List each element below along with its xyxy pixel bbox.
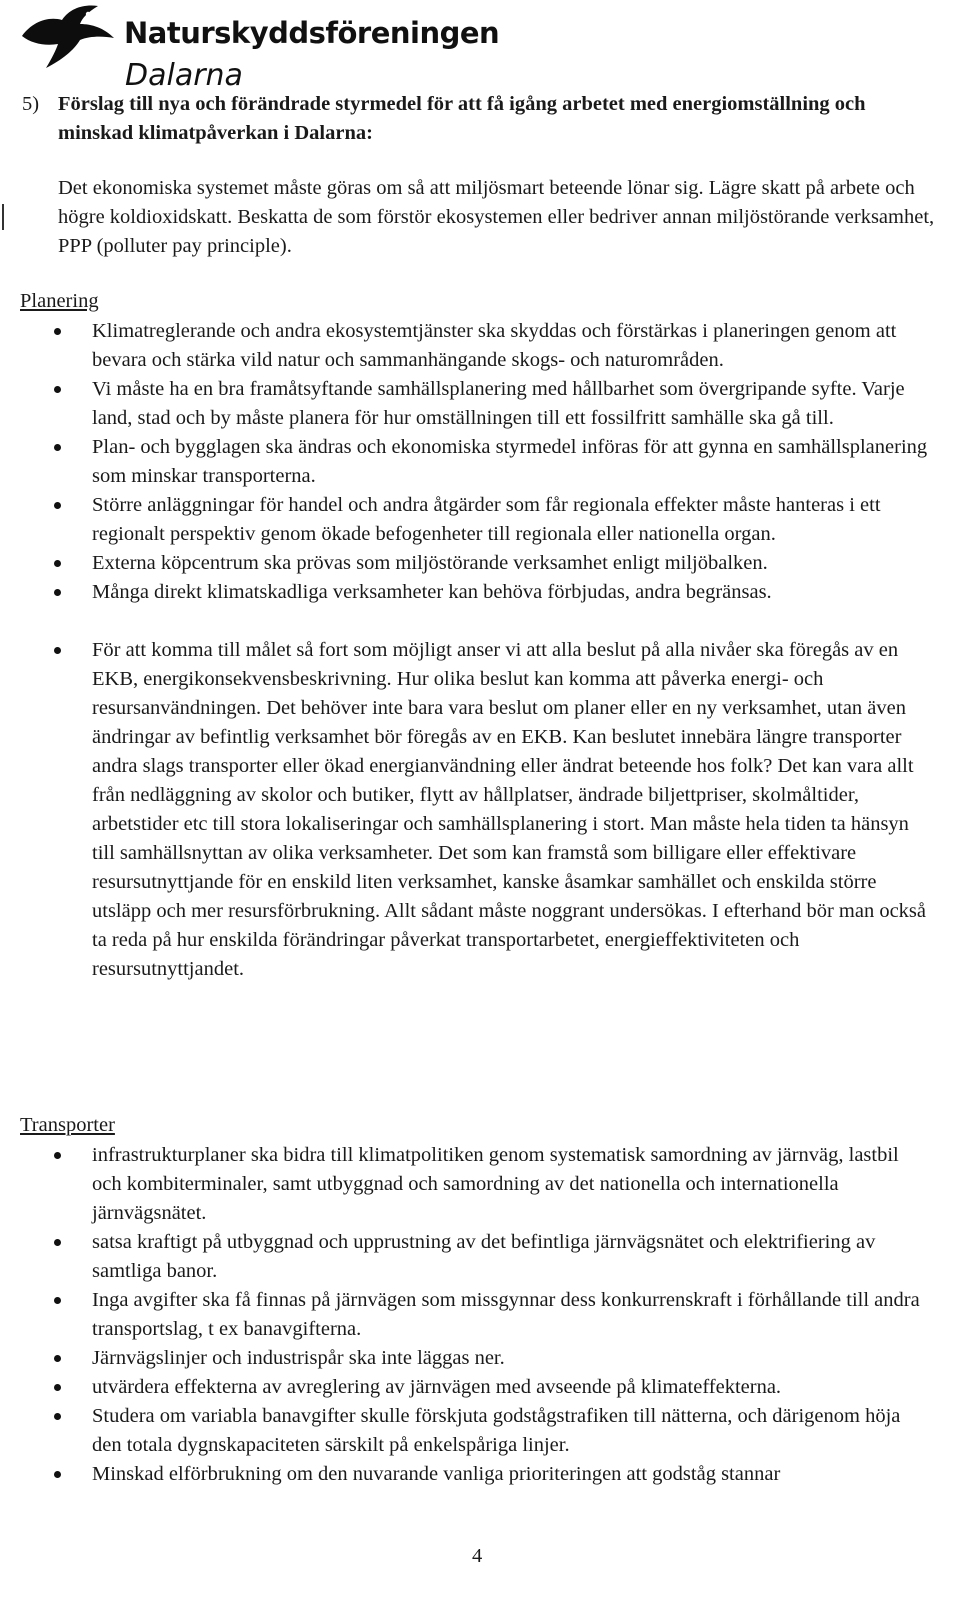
transporter-list — [50, 1141, 930, 1489]
list-item: Järnvägslinjer och industrispår ska inte läggas ner. — [50, 1344, 930, 1373]
bird-icon — [18, 2, 118, 72]
organization-region: Dalarna — [125, 58, 243, 93]
organization-logo — [18, 2, 500, 94]
list-item: Externa köpcentrum ska prövas som miljöstörande verksamhet enligt miljöbalken. — [50, 549, 930, 578]
organization-name: Naturskyddsföreningen — [124, 16, 500, 50]
list-item: Klimatreglerande och andra ekosystemtjänster ska skyddas och förstärkas i planeringen genom att bevara och stärka vild natur och sammanhängande skogs- och naturområden. — [50, 317, 930, 375]
list-item: satsa kraftigt på utbyggnad och upprustning av det befintliga järnvägsnätet och elektrifiering av samtliga banor. — [50, 1228, 930, 1286]
list-item: infrastrukturplaner ska bidra till klimatpolitiken genom systematisk samordning av järnväg, lastbil och kombiterminaler, samt utbyggnad och samordning av det nationella och internationella järnvägsnätet. — [50, 1141, 930, 1228]
list-item: Minskad elförbrukning om den nuvarande vanliga prioriteringen att godståg stannar — [50, 1460, 930, 1489]
intro-paragraph: Det ekonomiska systemet måste göras om så att miljösmart beteende lönar sig. Lägre skatt på arbete och högre koldioxidskatt. Beskatta de som förstör ekosystemen eller bedriver annan miljöstörande verksamhet, PPP (polluter pay principle). — [58, 177, 935, 257]
heading-number: 5) — [22, 93, 40, 115]
list-item: Vi måste ha en bra framåtsyftande samhällsplanering med hållbarhet som övergripande syfte. Varje land, stad och by måste planera för hur omställningen till ett fossilfritt samhälle ska gå till. — [50, 375, 930, 433]
section-title-planering: Planering — [20, 290, 99, 312]
list-item: utvärdera effekterna av avreglering av järnvägen med avseende på klimateffekterna. — [50, 1373, 930, 1402]
planering-list — [50, 317, 930, 984]
list-item: Plan- och bygglagen ska ändras och ekonomiska styrmedel införas för att gynna en samhällsplanering som minskar transporterna. — [50, 433, 930, 491]
revision-bar — [2, 204, 4, 230]
list-item: För att komma till målet så fort som möjligt anser vi att alla beslut på alla nivåer ska föregås av en EKB, energikonsekvensbeskrivning. Hur olika beslut kan komma att påverka energi- och resursanvändningen. Det behöver inte bara vara beslut om planer eller en ny verksamhet, utan även ändringar av befintlig verksamhet bör föregås av en EKB. Kan beslutet innebära längre transporter andra slags transporter eller ökad energianvändning eller ändrat beteende hos folk? Det kan vara allt från nedläggning av skolor och butiker, flytt av hållplatser, ändrade biljettpriser, skolmåltider, arbetstider etc till stora lokaliseringar och samhällsplanering i stort. Man måste hela tiden ta hänsyn till samhällsnyttan av olika verksamheter. Det som kan framstå som billigare eller effektivare resursutnyttjande för en enskild liten verksamhet, kanske åsamkar samhället och enskilda större utsläpp och mer resursförbrukning. Allt sådant måste noggrant undersökas. I efterhand bör man också ta reda på hur enskilda förändringar påverkat transportarbetet, energieffektiviteten och resursutnyttjandet. — [50, 636, 930, 984]
list-item: Många direkt klimatskadliga verksamheter kan behöva förbjudas, andra begränsas. — [50, 578, 930, 607]
list-item: Studera om variabla banavgifter skulle förskjuta godstågstrafiken till nätterna, och därigenom höja den totala dygnskapaciteten särskilt på enkelspåriga linjer. — [50, 1402, 930, 1460]
list-item: Inga avgifter ska få finnas på järnvägen som missgynnar dess konkurrenskraft i förhållande till andra transportslag, t ex banavgifterna. — [50, 1286, 930, 1344]
list-item: Större anläggningar för handel och andra åtgärder som får regionala effekter måste hanteras i ett regionalt perspektiv genom ökade befogenheter till regionala eller nationella organ. — [50, 491, 930, 549]
heading-text: Förslag till nya och förändrade styrmedel för att få igång arbetet med energiomställning och minskad klimatpåverkan i Dalarna: — [58, 93, 866, 144]
page-number: 4 — [472, 1545, 483, 1567]
section-title-transporter: Transporter — [20, 1114, 115, 1136]
